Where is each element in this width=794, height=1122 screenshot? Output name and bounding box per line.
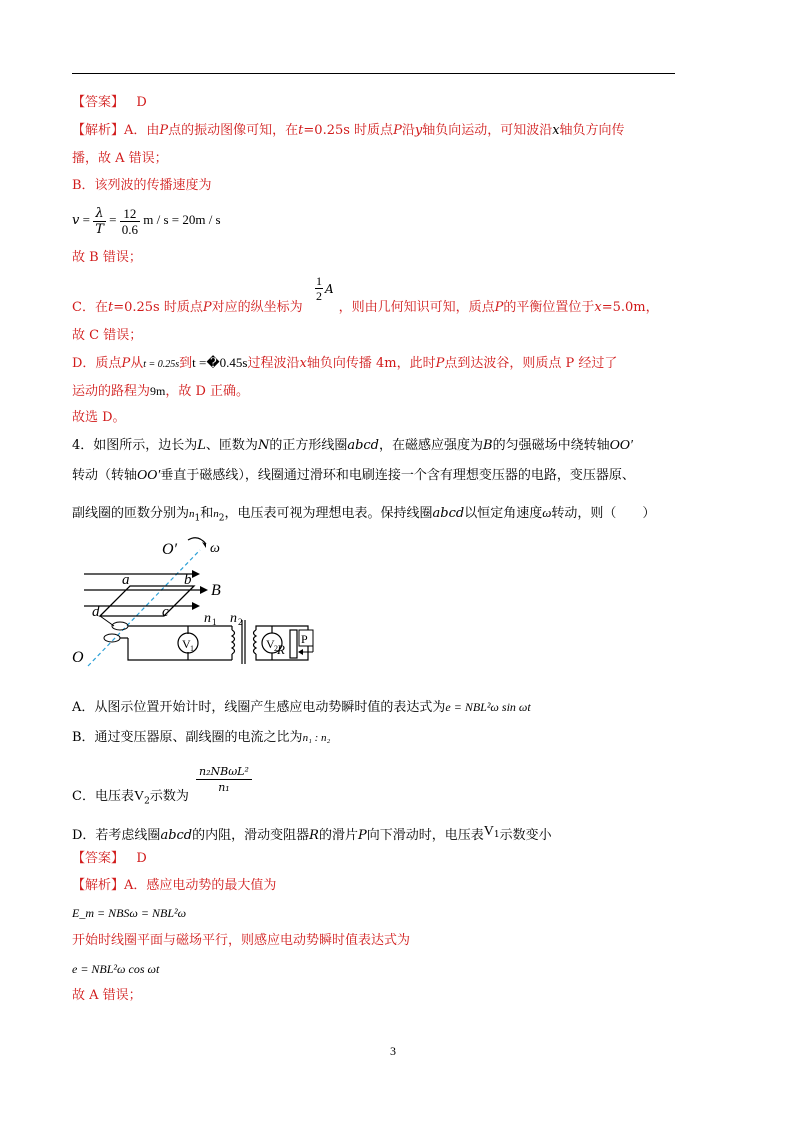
text: n₂NBωL² bbox=[196, 764, 252, 780]
text: = bbox=[109, 212, 117, 227]
text: 的正方形线圈 bbox=[269, 438, 348, 453]
text: 4．如图所示，边长为 bbox=[72, 438, 198, 453]
label-v2-sub: 2 bbox=[274, 644, 278, 653]
text: abcd bbox=[432, 506, 465, 521]
question4-line-1 bbox=[72, 436, 633, 456]
label-v2: V bbox=[266, 637, 275, 651]
analysis-b-end bbox=[72, 248, 142, 268]
text: B bbox=[483, 438, 493, 453]
text: =0.25s 时质点 bbox=[113, 300, 203, 315]
text: P bbox=[393, 123, 402, 138]
text: P bbox=[494, 300, 504, 315]
text: D．若考虑线圈 bbox=[72, 828, 161, 843]
text: V bbox=[483, 824, 494, 839]
text: 到 bbox=[179, 356, 193, 371]
primary-coil bbox=[232, 630, 235, 654]
text: ，故 D 正确。 bbox=[165, 384, 250, 399]
label-omega: ω bbox=[210, 541, 220, 556]
text: 2 bbox=[144, 796, 150, 807]
text: 2 bbox=[218, 513, 225, 524]
text: x bbox=[552, 123, 560, 138]
text: =5.0m， bbox=[601, 300, 659, 315]
text: 0.6 bbox=[121, 221, 138, 237]
label-B: B bbox=[211, 582, 221, 599]
text: OO′ bbox=[609, 438, 633, 453]
answer-value: D bbox=[136, 95, 147, 110]
text: ω bbox=[542, 505, 552, 520]
text: e = NBL²ω sin ωt bbox=[445, 700, 531, 714]
text: 轴负方向传 bbox=[559, 123, 625, 138]
analysis2-line-3 bbox=[72, 986, 142, 1006]
text: 的滑片 bbox=[318, 828, 358, 843]
label-v1: V bbox=[182, 637, 191, 651]
analysis-conclusion bbox=[72, 408, 126, 428]
text: 转动（转轴 bbox=[72, 468, 138, 483]
text: 副线圈的匝数分别为 bbox=[72, 506, 190, 521]
text: n bbox=[213, 508, 219, 520]
text: D．质点 bbox=[72, 356, 122, 371]
text: E_m = NBSω = NBL²ω bbox=[72, 906, 187, 920]
question4-line-3 bbox=[72, 503, 655, 529]
text: 开始时线圈平面与磁场平行，则感应电动势瞬时值表达式为 bbox=[72, 933, 411, 948]
text: = bbox=[82, 212, 90, 227]
answer-label: 【答案】 bbox=[72, 851, 125, 866]
answer-label: 【答案】 bbox=[72, 95, 125, 110]
option-c bbox=[72, 787, 189, 812]
slip-ring-2 bbox=[104, 634, 120, 642]
text: 9m bbox=[150, 384, 166, 398]
text: P bbox=[202, 300, 212, 315]
text: B．通过变压器原、副线圈的电流之比为 bbox=[72, 730, 303, 745]
analysis-c-end bbox=[72, 326, 142, 346]
rheostat-r bbox=[290, 630, 297, 658]
analysis-label: 【解析】 bbox=[72, 123, 125, 138]
text: 从 bbox=[130, 356, 144, 371]
text: =0.25s 时质点 bbox=[303, 123, 394, 138]
text: P bbox=[159, 123, 169, 138]
text: 12 bbox=[120, 206, 140, 222]
analysis2-formula-2 bbox=[72, 959, 159, 979]
text: 以恒定角速度 bbox=[464, 506, 543, 521]
text: 示数变小 bbox=[499, 828, 552, 843]
text: ，则由几何知识可知，质点 bbox=[338, 300, 495, 315]
text: t = 0.25s bbox=[143, 359, 180, 370]
text: ，在磁感应强度为 bbox=[379, 438, 484, 453]
label-b: b bbox=[184, 572, 192, 588]
text: C．电压表 bbox=[72, 789, 134, 804]
text: 1 bbox=[194, 513, 201, 524]
velocity-formula bbox=[72, 202, 221, 239]
text: 、匝数为 bbox=[205, 438, 258, 453]
text: OO′ bbox=[137, 468, 161, 483]
text: abcd bbox=[347, 438, 380, 453]
text: 故 B 错误； bbox=[72, 250, 142, 265]
text: 点的振动图像可知，在 bbox=[168, 123, 299, 138]
field-arrowhead-bottom-icon bbox=[192, 602, 200, 610]
text: n₁ : n₂ bbox=[302, 732, 331, 744]
text: 2 bbox=[316, 289, 322, 303]
label-R: R bbox=[277, 642, 285, 657]
text: N bbox=[257, 438, 270, 453]
label-n1-sub: 1 bbox=[212, 617, 217, 627]
text: P bbox=[121, 356, 131, 371]
text: λ bbox=[93, 206, 106, 222]
text: y bbox=[414, 123, 423, 138]
text: 故 A 错误； bbox=[72, 988, 142, 1003]
slip-ring-1 bbox=[112, 622, 128, 630]
label-v1-sub: 1 bbox=[190, 644, 194, 653]
analysis-a-line-1 bbox=[72, 121, 625, 141]
generator-circuit-diagram bbox=[70, 530, 320, 680]
option-c-fraction bbox=[196, 764, 252, 795]
header-rule bbox=[72, 73, 675, 74]
text: 转动，则（ ） bbox=[551, 506, 656, 521]
text: e = NBL²ω cos ωt bbox=[72, 962, 160, 976]
fraction bbox=[93, 206, 106, 237]
label-P: P bbox=[301, 632, 308, 646]
text: t =�0.45s bbox=[192, 355, 248, 370]
question4-line-2 bbox=[72, 466, 635, 486]
label-o-prime: O′ bbox=[162, 541, 178, 558]
text: m / s = 20m / s bbox=[143, 212, 221, 227]
analysis-d-line-2 bbox=[72, 381, 249, 402]
text: v bbox=[72, 213, 80, 228]
answer-value: D bbox=[136, 851, 147, 866]
text: 的匀强磁场中绕转轴 bbox=[492, 438, 610, 453]
label-n1: n bbox=[204, 611, 211, 626]
field-arrowhead-top-icon bbox=[192, 570, 200, 578]
text: 1 bbox=[316, 274, 322, 288]
text: 1 bbox=[493, 830, 500, 840]
analysis2-line-2 bbox=[72, 931, 410, 951]
label-n2: n bbox=[230, 611, 237, 626]
label-n2-sub: 2 bbox=[238, 617, 243, 627]
text: ，电压表可视为理想电表。保持线圈 bbox=[224, 506, 433, 521]
text: C．在 bbox=[72, 300, 108, 315]
text: 轴负向传播 4m，此时 bbox=[306, 356, 436, 371]
analysis-b-line bbox=[72, 176, 212, 196]
text: 轴负向运动，可知波沿 bbox=[422, 123, 553, 138]
text: t bbox=[298, 123, 304, 138]
text: abcd bbox=[160, 828, 193, 843]
text: 垂直于磁感线），线圈通过滑环和电刷连接一个含有理想变压器的电路，变压器原、 bbox=[160, 468, 635, 483]
text: A．从图示位置开始计时，线圈产生感应电动势瞬时值的表达式为 bbox=[72, 700, 446, 715]
lead-1 bbox=[100, 616, 114, 626]
text: A．感应电动势的最大值为 bbox=[124, 878, 277, 893]
page-number: 3 bbox=[390, 1044, 396, 1058]
secondary-coil bbox=[254, 630, 257, 654]
text: n bbox=[189, 508, 195, 520]
text: P bbox=[357, 828, 367, 843]
text: 过程波沿 bbox=[247, 356, 300, 371]
text: 故选 D。 bbox=[72, 410, 126, 425]
label-O: O bbox=[72, 649, 84, 666]
analysis-d-line-1 bbox=[72, 353, 617, 375]
fraction bbox=[120, 206, 140, 237]
text: V bbox=[133, 789, 145, 804]
label-a: a bbox=[122, 572, 130, 588]
text: 播，故 A 错误； bbox=[72, 151, 168, 166]
text: x bbox=[299, 356, 307, 371]
option-b bbox=[72, 728, 330, 748]
analysis-c-line-1 bbox=[72, 298, 659, 318]
analysis-a-line-2 bbox=[72, 149, 168, 169]
text: x bbox=[594, 300, 602, 315]
option-a bbox=[72, 697, 531, 718]
text: 沿 bbox=[401, 123, 415, 138]
text: A．由 bbox=[124, 123, 160, 138]
text: R bbox=[309, 828, 319, 843]
text: 运动的路程为 bbox=[72, 384, 151, 399]
option-d bbox=[72, 822, 552, 846]
text: 和 bbox=[200, 506, 214, 521]
text: t bbox=[107, 300, 114, 315]
label-d: d bbox=[92, 604, 100, 620]
analysis2-formula-1 bbox=[72, 903, 186, 923]
text: 对应的纵坐标为 bbox=[211, 300, 303, 315]
text: 向下滑动时，电压表 bbox=[366, 828, 484, 843]
text: B．该列波的传播速度为 bbox=[72, 178, 212, 193]
text: 的内阻，滑动变阻器 bbox=[192, 828, 310, 843]
slider-arrowhead-icon bbox=[298, 649, 303, 655]
analysis2-line-1 bbox=[72, 876, 276, 896]
field-arrowhead-middle-icon bbox=[200, 586, 208, 594]
label-c: c bbox=[162, 604, 169, 620]
answer-line-2 bbox=[72, 849, 147, 869]
text: 故 C 错误； bbox=[72, 328, 143, 343]
text: A bbox=[325, 281, 334, 296]
analysis-label: 【解析】 bbox=[72, 878, 125, 893]
text: 示数为 bbox=[149, 789, 189, 804]
text: 的平衡位置位于 bbox=[503, 300, 595, 315]
text: 点到达波谷，则质点 P 经过了 bbox=[444, 356, 618, 371]
answer-line-1 bbox=[72, 93, 147, 113]
text: n₁ bbox=[218, 781, 230, 794]
text: P bbox=[435, 356, 445, 371]
text: L bbox=[197, 438, 206, 453]
text: T bbox=[95, 221, 104, 237]
